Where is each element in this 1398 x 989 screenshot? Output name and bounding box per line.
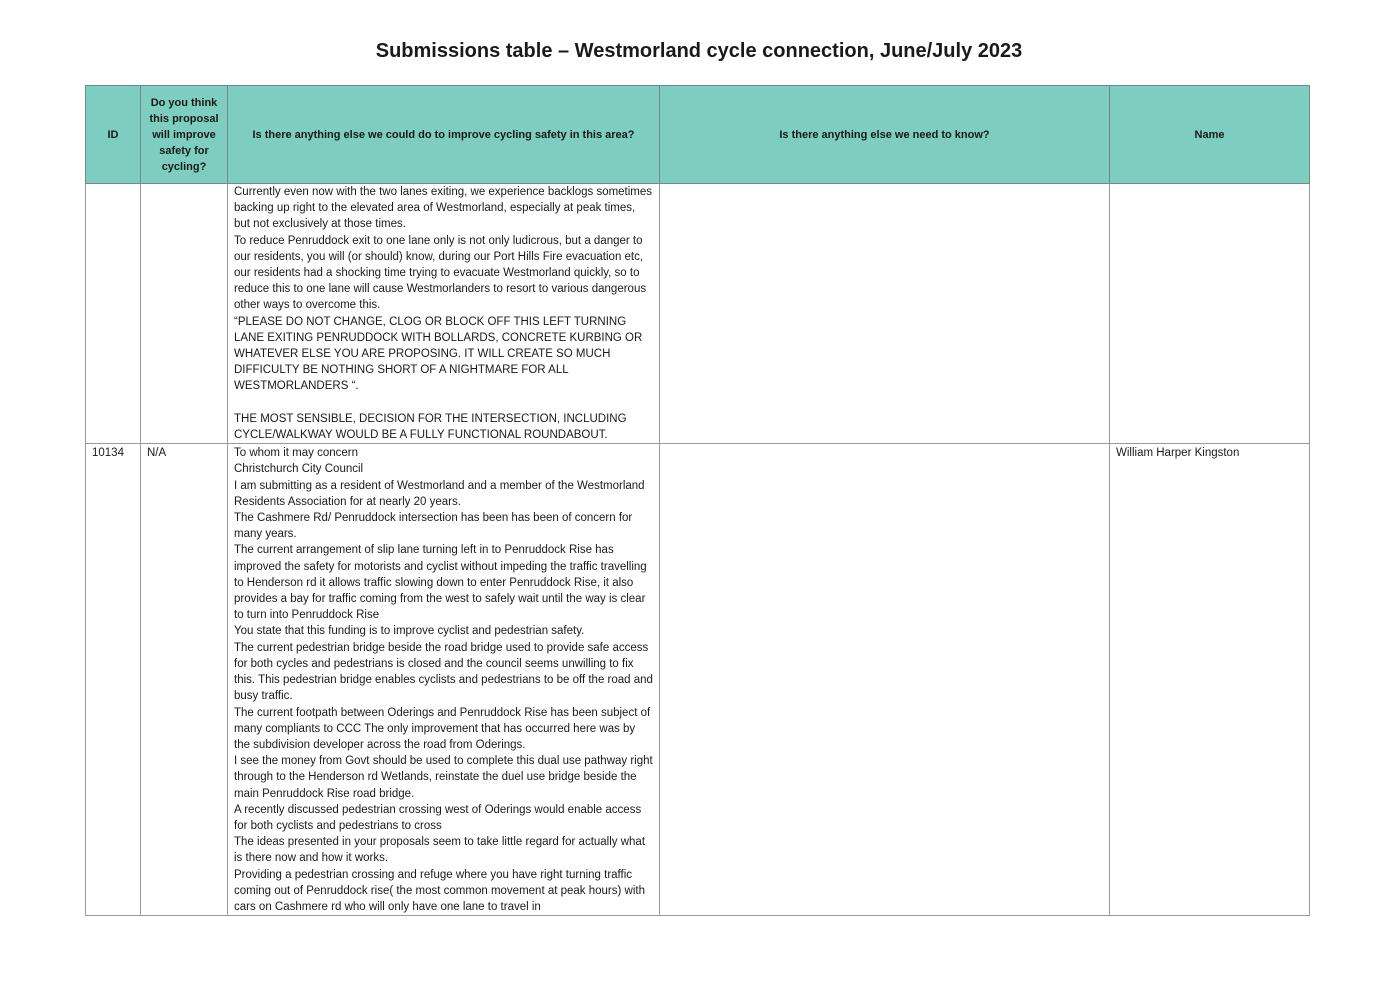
cell-id bbox=[86, 444, 141, 916]
cell-anything-else-improve-text: Currently even now with the two lanes exiting, we experience backlogs sometimes backing up right to the elevated area of Westmorland, especially at peak times, but not exclusively at those times. To reduce Penruddock exit to one lane only is not only ludicrous, but a danger to our residents, you will (or should) know, during our Port Hills Fire evacuation etc, our residents had a shocking time trying to evacuate Westmorland quickly, so to reduce this to one lane will cause Westmorlanders to resort to various dangerous other ways to overcome this. “PLEASE DO NOT CHANGE, CLOG OR BLOCK OFF THIS LEFT TURNING LANE EXITING PENRUDDOCK WITH BOLLARDS, CONCRETE KURBING OR WHATEVER ELSE YOU ARE PROPOSING. IT WILL CREATE SO MUCH DIFFICULTY BE NOTHING SHORT OF A NIGHTMARE FOR ALL WESTMORLANDERS “. THE MOST SENSIBLE, DECISION FOR THE INTERSECTION, INCLUDING CYCLE/WALKWAY WOULD BE A FULLY FUNCTIONAL ROUNDABOUT. bbox=[234, 186, 653, 442]
header-improve-safety: Do you think this proposal will improve safety for cycling? bbox=[141, 86, 228, 184]
table-row bbox=[86, 184, 1310, 444]
table-header-row bbox=[86, 86, 1310, 184]
cell-anything-else-know bbox=[660, 444, 1110, 916]
cell-anything-else-improve-text: To whom it may concern Christchurch City Council I am submitting as a resident of Westmorland and a member of the Westmorland Residents Association for at nearly 20 years. The Cashmere Rd/ Penruddock intersection has been has been of concern for many years. The current arrangement of slip lane turning left in to Penruddock Rise has improved the safety for motorists and cyclist without impeding the traffic travelling to Henderson rd it allows traffic slowing down to enter Penruddock Rise, it also provides a bay for traffic coming from the west to safely wait until the way is clear to turn into Penruddock Rise You state that this funding is to improve cyclist and pedestrian safety. The current pedestrian bridge beside the road bridge used to provide safe access for both cycles and pedestrians is closed and the council seems unwilling to fix this. This pedestrian bridge enables cyclists and pedestrians to be off the road and busy traffic. The current footpath between Oderings and Penruddock Rise has been subject of many compliants to CCC The only improvement that has occurred here was by the subdivision developer across the road from Oderings. I see the money from Govt should be used to complete this dual use pathway right through to the Henderson rd Wetlands, reinstate the duel use bridge beside the main Penruddock Rise road bridge. A recently discussed pedestrian crossing west of Oderings would enable access for both cyclists and pedestrians to cross The ideas presented in your proposals seem to take little regard for actually what is there now and how it works. Providing a pedestrian crossing and refuge where you have right turning traffic coming out of Penruddock rise( the most common movement at peak hours) with cars on Cashmere rd who will only have one lane to travel in bbox=[234, 447, 653, 913]
submissions-table bbox=[85, 85, 1310, 916]
header-id: ID bbox=[86, 86, 141, 184]
cell-improve-safety-text: N/A bbox=[147, 447, 167, 460]
cell-id bbox=[86, 184, 141, 444]
table-row bbox=[86, 444, 1310, 916]
cell-improve-safety bbox=[141, 444, 228, 916]
header-name: Name bbox=[1110, 86, 1310, 184]
cell-id-text: 10134 bbox=[92, 447, 124, 460]
header-anything-else-know: Is there anything else we need to know? bbox=[660, 86, 1110, 184]
cell-name-text: William Harper Kingston bbox=[1116, 447, 1240, 460]
cell-name bbox=[1110, 444, 1310, 916]
page-title: Submissions table – Westmorland cycle connection, June/July 2023 bbox=[375, 40, 1023, 62]
header-anything-else-improve: Is there anything else we could do to improve cycling safety in this area? bbox=[228, 86, 660, 184]
cell-anything-else-know bbox=[660, 184, 1110, 444]
cell-anything-else-know-text bbox=[666, 444, 1103, 445]
cell-anything-else-improve bbox=[228, 184, 660, 444]
cell-name bbox=[1110, 184, 1310, 444]
cell-anything-else-improve bbox=[228, 444, 660, 916]
cell-improve-safety bbox=[141, 184, 228, 444]
